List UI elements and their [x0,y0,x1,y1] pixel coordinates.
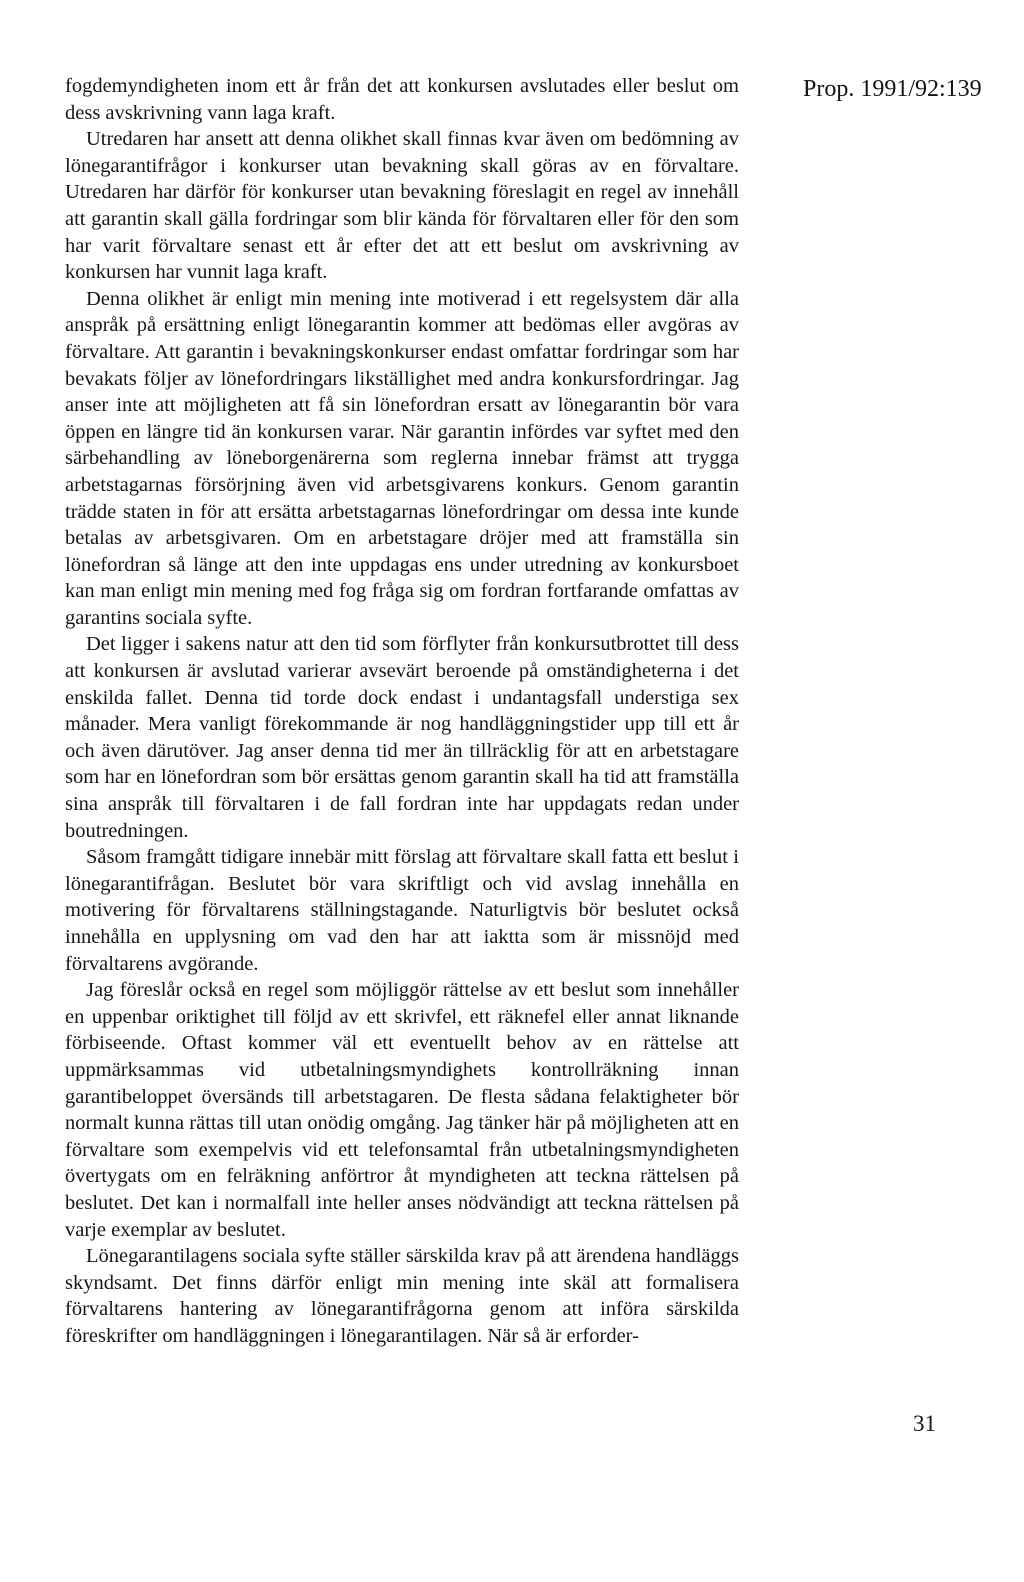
paragraph: Jag föreslår också en regel som möjliggör rättelse av ett beslut som innehåller en uppenbar oriktighet till följd av ett skrivfel, ett räknefel eller annat liknande förbiseende. Oftast kommer väl ett eventuellt behov av en rättelse att uppmärksammas vid utbetalningsmyndighets kontrollräkning innan garantibeloppet översänds till arbetstagaren. De flesta sådana felaktigheter bör normalt kunna rättas till utan onödig omgång. Jag tänker här på möjligheten att en förvaltare som exempelvis vid ett telefonsamtal från utbetalningsmyndigheten övertygats om en felräkning anförtror åt myndigheten att teckna rättelsen på beslutet. Det kan i normalfall inte heller anses nödvändigt att teckna rättelsen på varje exemplar av beslutet. [65,979,739,1241]
paragraph: fogdemyndigheten inom ett år från det att konkursen avslutades eller beslut om dess avskrivning vann laga kraft. [65,75,739,124]
proposition-reference: Prop. 1991/92:139 [803,76,982,102]
paragraph: Det ligger i sakens natur att den tid som förflyter från konkursutbrottet till dess att konkursen är avslutad varierar avsevärt beroende på omständigheterna i det enskilda fallet. Denna tid torde dock endast i undantagsfall understiga sex månader. Mera vanligt förekommande är nog handläggningstider upp till ett år och även därutöver. Jag anser denna tid mer än tillräcklig för att en arbetstagare som har en lönefordran som bör ersättas genom garantin skall ha tid att framställa sina anspråk till förvaltaren i de fall fordran inte har uppdagats redan under boutredningen. [65,633,739,842]
paragraph: Såsom framgått tidigare innebär mitt förslag att förvaltare skall fatta ett beslut i lönegarantifrågan. Beslutet bör vara skriftligt och vid avslag innehålla en motivering för förvaltarens ställningstagande. Naturligtvis bör beslutet också innehålla en upplysning om vad den har att iaktta som är missnöjd med förvaltarens avgörande. [65,846,739,975]
paragraph: Lönegarantilagens sociala syfte ställer särskilda krav på att ärendena handläggs skyndsamt. Det finns därför enligt min mening inte skäl att formalisera förvaltarens hantering av lönegarantifrågorna genom att införa särskilda föreskrifter om handläggningen i lönegarantilagen. När så är erforder- [65,1245,739,1347]
paragraph: Utredaren har ansett att denna olikhet skall finnas kvar även om bedömning av lönegarantifrågor i konkurser utan bevakning skall göras av en förvaltare. Utredaren har därför för konkurser utan bevakning föreslagit en regel av innehåll att garantin skall gälla fordringar som blir kända för förvaltaren eller för den som har varit förvaltare senast ett år efter det att ett beslut om avskrivning av konkursen har vunnit laga kraft. [65,128,739,284]
body-text [65,73,739,1350]
paragraph: Denna olikhet är enligt min mening inte motiverad i ett regelsystem där alla anspråk på ersättning enligt lönegarantin kommer att bedömas eller avgöras av förvaltare. Att garantin i bevakningskonkurser endast omfattar fordringar som har bevakats följer av lönefordringars likställighet med andra konkursfordringar. Jag anser inte att möjligheten att få sin lönefordran ersatt av lönegarantin bör vara öppen en längre tid än konkursen varar. När garantin infördes var syftet med den särbehandling av löneborgenärerna som reglerna innebar främst att trygga arbetstagarnas försörjning även vid arbetsgivarens konkurs. Genom garantin trädde staten in för att ersätta arbetstagarnas lönefordringar om dessa inte kunde betalas av arbetsgivaren. Om en arbetstagare dröjer med att framställa sin lönefordran så länge att den inte uppdagas ens under utredning av konkursboet kan man enligt min mening med fog fråga sig om fordran fortfarande omfattas av garantins sociala syfte. [65,287,739,629]
page-number: 31 [913,1411,936,1436]
